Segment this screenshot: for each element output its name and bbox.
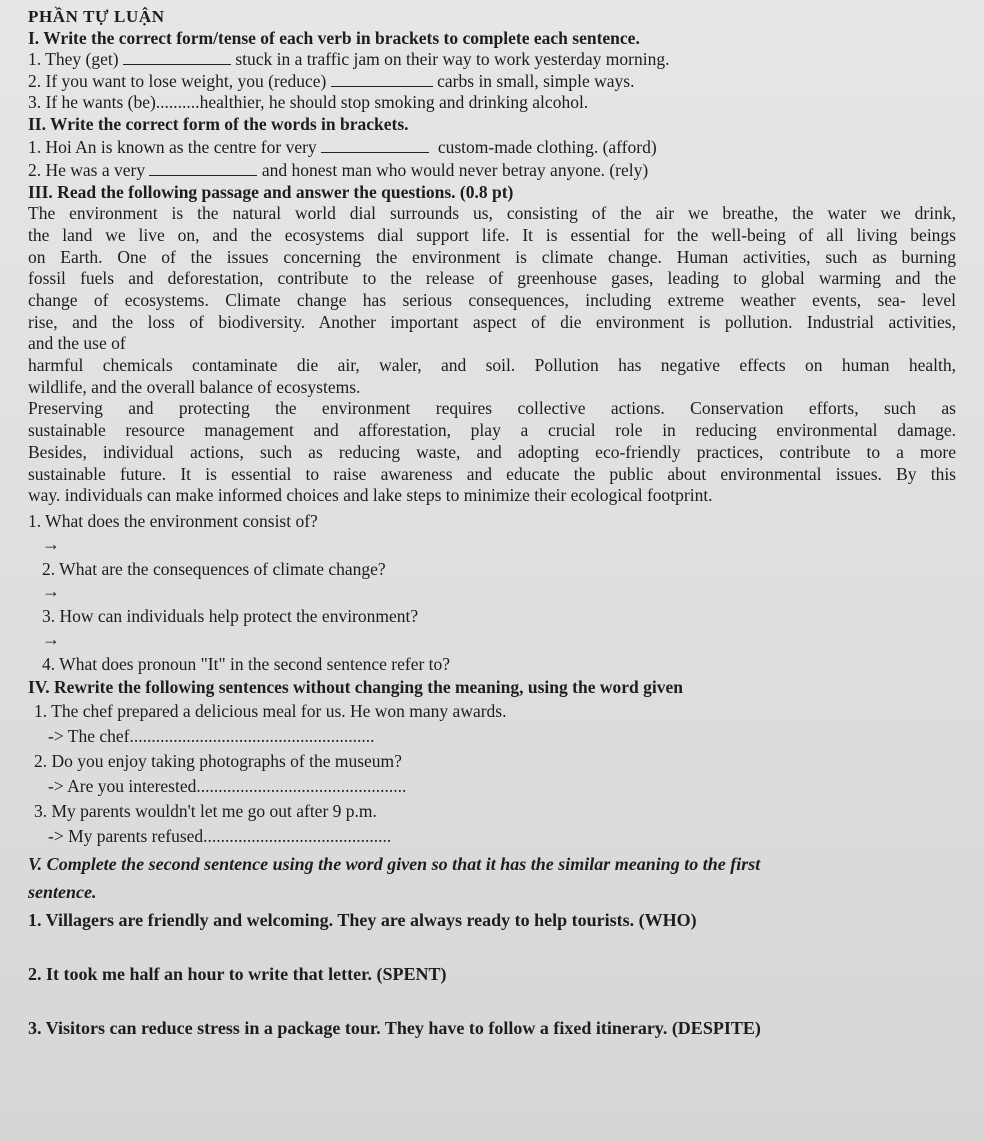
- section-5-item-2: 2. It took me half an hour to write that letter. (SPENT): [28, 964, 447, 985]
- answer-blank[interactable]: [321, 152, 429, 153]
- question-4: 4. What does pronoun "It" in the second sentence refer to?: [42, 653, 451, 674]
- passage-line: fossil fuels and deforestation, contribute to the release of greenhouse gases, leading to global warming and the: [28, 268, 956, 289]
- section-1-item-3: 3. If he wants (be)..........healthier, he should stop smoking and drinking alcohol.: [28, 92, 589, 113]
- page-title: PHẦN TỰ LUẬN: [28, 7, 165, 26]
- passage-line: Besides, individual actions, such as reducing waste, and adopting eco-friendly practices, contribute to a more: [28, 441, 956, 462]
- passage-line: the land we live on, and the ecosystems dial support life. It is essential for the well-being of all living beings: [28, 224, 956, 245]
- question-3: 3. How can individuals help protect the environment?: [42, 606, 419, 627]
- section-4-heading: IV. Rewrite the following sentences without changing the meaning, using the word given: [28, 677, 683, 698]
- section-5-item-3: 3. Visitors can reduce stress in a package tour. They have to follow a fixed itinerary. (DESPITE): [28, 1018, 761, 1039]
- answer-blank[interactable]: [123, 64, 231, 65]
- section-4-sentence-3: 3. My parents wouldn't let me go out after 9 p.m.: [34, 801, 377, 822]
- passage-line: sustainable resource management and afforestation, play a crucial role in reducing environmental damage.: [28, 420, 956, 441]
- answer-blank[interactable]: [331, 86, 433, 87]
- question-2: 2. What are the consequences of climate change?: [42, 558, 386, 579]
- section-4-rewrite-1[interactable]: -> The chef........................................................: [48, 726, 375, 747]
- section-5-item-1: 1. Villagers are friendly and welcoming. They are always ready to help tourists. (WHO): [28, 910, 697, 931]
- section-2-heading: II. Write the correct form of the words in brackets.: [28, 113, 409, 134]
- answer-arrow-icon: →: [42, 581, 60, 602]
- section-4-sentence-1: 1. The chef prepared a delicious meal for us. He won many awards.: [34, 701, 507, 722]
- section-4-rewrite-2[interactable]: -> Are you interested................................................: [48, 776, 407, 797]
- section-2-item-1: 1. Hoi An is known as the centre for very custom-made clothing. (afford): [28, 136, 657, 157]
- section-4-sentence-2: 2. Do you enjoy taking photographs of the museum?: [34, 751, 402, 772]
- passage-line: rise, and the loss of biodiversity. Another important aspect of die environment is pollution. Industrial activities,: [28, 311, 956, 332]
- passage-line: way. individuals can make informed choices and lake steps to minimize their ecological footprint.: [28, 485, 713, 506]
- section-5-heading-line-1: V. Complete the second sentence using the word given so that it has the similar meaning to the first: [28, 854, 761, 875]
- section-2-item-2: 2. He was a very and honest man who would never betray anyone. (rely): [28, 159, 649, 180]
- reading-passage: [28, 203, 956, 507]
- answer-blank[interactable]: [149, 175, 257, 176]
- passage-line: change of ecosystems. Climate change has serious consequences, including extreme weather events, sea- level: [28, 289, 956, 310]
- question-1: 1. What does the environment consist of?: [28, 511, 318, 531]
- section-1-item-1: 1. They (get) stuck in a traffic jam on their way to work yesterday morning.: [28, 49, 670, 70]
- passage-line: on Earth. One of the issues concerning the environment is climate change. Human activities, such as burning: [28, 246, 956, 267]
- answer-arrow-icon: →: [42, 628, 60, 649]
- answer-arrow-icon: →: [42, 533, 60, 554]
- section-1-heading: I. Write the correct form/tense of each verb in brackets to complete each sentence.: [28, 27, 640, 48]
- passage-line: sustainable future. It is essential to raise awareness and educate the public about environmental issues. By this: [28, 463, 956, 484]
- passage-line: wildlife, and the overall balance of ecosystems.: [28, 376, 361, 397]
- section-5-heading-line-2: sentence.: [28, 882, 97, 903]
- passage-line: Preserving and protecting the environment requires collective actions. Conservation efforts, such as: [28, 398, 956, 419]
- section-3-heading: III. Read the following passage and answer the questions. (0.8 pt): [28, 181, 514, 202]
- passage-line: harmful chemicals contaminate die air, waler, and soil. Pollution has negative effects on human health,: [28, 355, 956, 376]
- section-4-rewrite-3[interactable]: -> My parents refused...........................................: [48, 826, 392, 847]
- section-1-item-2: 2. If you want to lose weight, you (reduce) carbs in small, simple ways.: [28, 70, 635, 91]
- passage-line: The environment is the natural world dial surrounds us, consisting of the air we breathe, the water we drink,: [28, 203, 956, 224]
- passage-line: and the use of: [28, 333, 126, 354]
